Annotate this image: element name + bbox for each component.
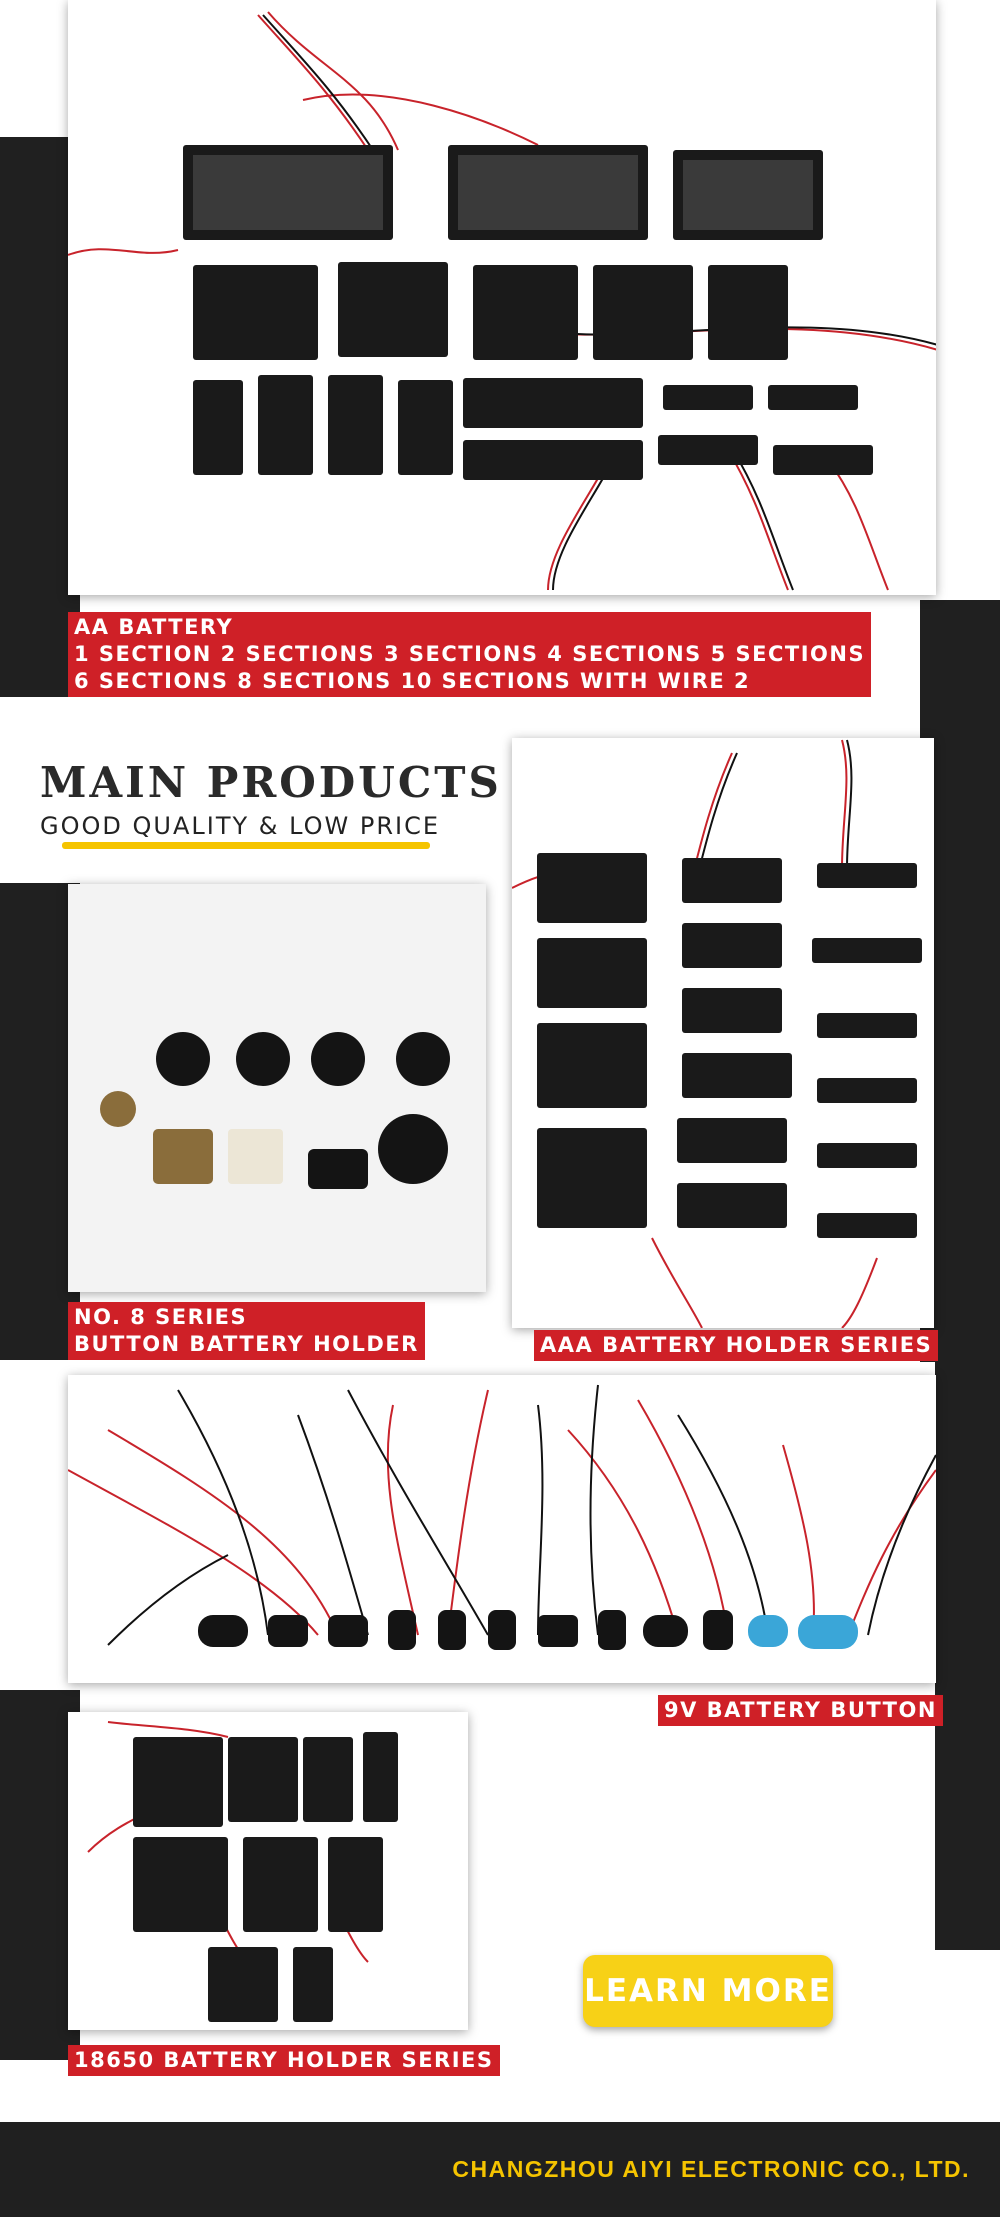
button-battery-photo bbox=[68, 884, 486, 1292]
aa-battery-holders-image bbox=[68, 0, 936, 595]
holder-18650-title: 18650 BATTERY HOLDER SERIES bbox=[74, 2048, 494, 2072]
button-battery-series: NO. 8 SERIES bbox=[74, 1305, 248, 1329]
button-battery-holders-image bbox=[68, 884, 486, 1292]
aa-battery-sections-line-2: 6 SECTIONS 8 SECTIONS 10 SECTIONS WITH WIRE 2 bbox=[74, 669, 751, 693]
learn-more-button[interactable]: LEARN MORE bbox=[583, 1955, 833, 2027]
nine-volt-title: 9V BATTERY BUTTON bbox=[664, 1698, 937, 1722]
nine-volt-snaps-image bbox=[68, 1375, 936, 1683]
aaa-battery-title: AAA BATTERY HOLDER SERIES bbox=[540, 1333, 933, 1357]
aa-battery-sections-line-1: 1 SECTION 2 SECTIONS 3 SECTIONS 4 SECTIONS 5 SECTIONS bbox=[74, 642, 866, 666]
aaa-battery-photo bbox=[512, 738, 934, 1328]
nine-volt-label bbox=[658, 1695, 943, 1726]
footer bbox=[0, 2122, 1000, 2217]
holder-18650-photo bbox=[68, 1712, 468, 2030]
aaa-battery-label bbox=[534, 1330, 938, 1361]
heading-underline bbox=[62, 842, 430, 849]
aa-battery-photo bbox=[68, 0, 936, 595]
main-products-heading: MAIN PRODUCTS bbox=[40, 758, 502, 807]
holder-18650-image bbox=[68, 1712, 468, 2030]
aaa-battery-holders-image bbox=[512, 738, 934, 1328]
button-battery-label bbox=[68, 1302, 425, 1360]
company-name: CHANGZHOU AIYI ELECTRONIC CO., LTD. bbox=[452, 2156, 970, 2182]
nine-volt-photo bbox=[68, 1375, 936, 1683]
aa-battery-title: AA BATTERY bbox=[74, 615, 234, 639]
holder-18650-label bbox=[68, 2045, 500, 2076]
aa-battery-label bbox=[68, 612, 871, 697]
dark-block-right-bottom bbox=[935, 1362, 1000, 1950]
button-battery-holder-title: BUTTON BATTERY HOLDER bbox=[74, 1332, 419, 1356]
main-products-subheading: GOOD QUALITY & LOW PRICE bbox=[40, 812, 441, 840]
